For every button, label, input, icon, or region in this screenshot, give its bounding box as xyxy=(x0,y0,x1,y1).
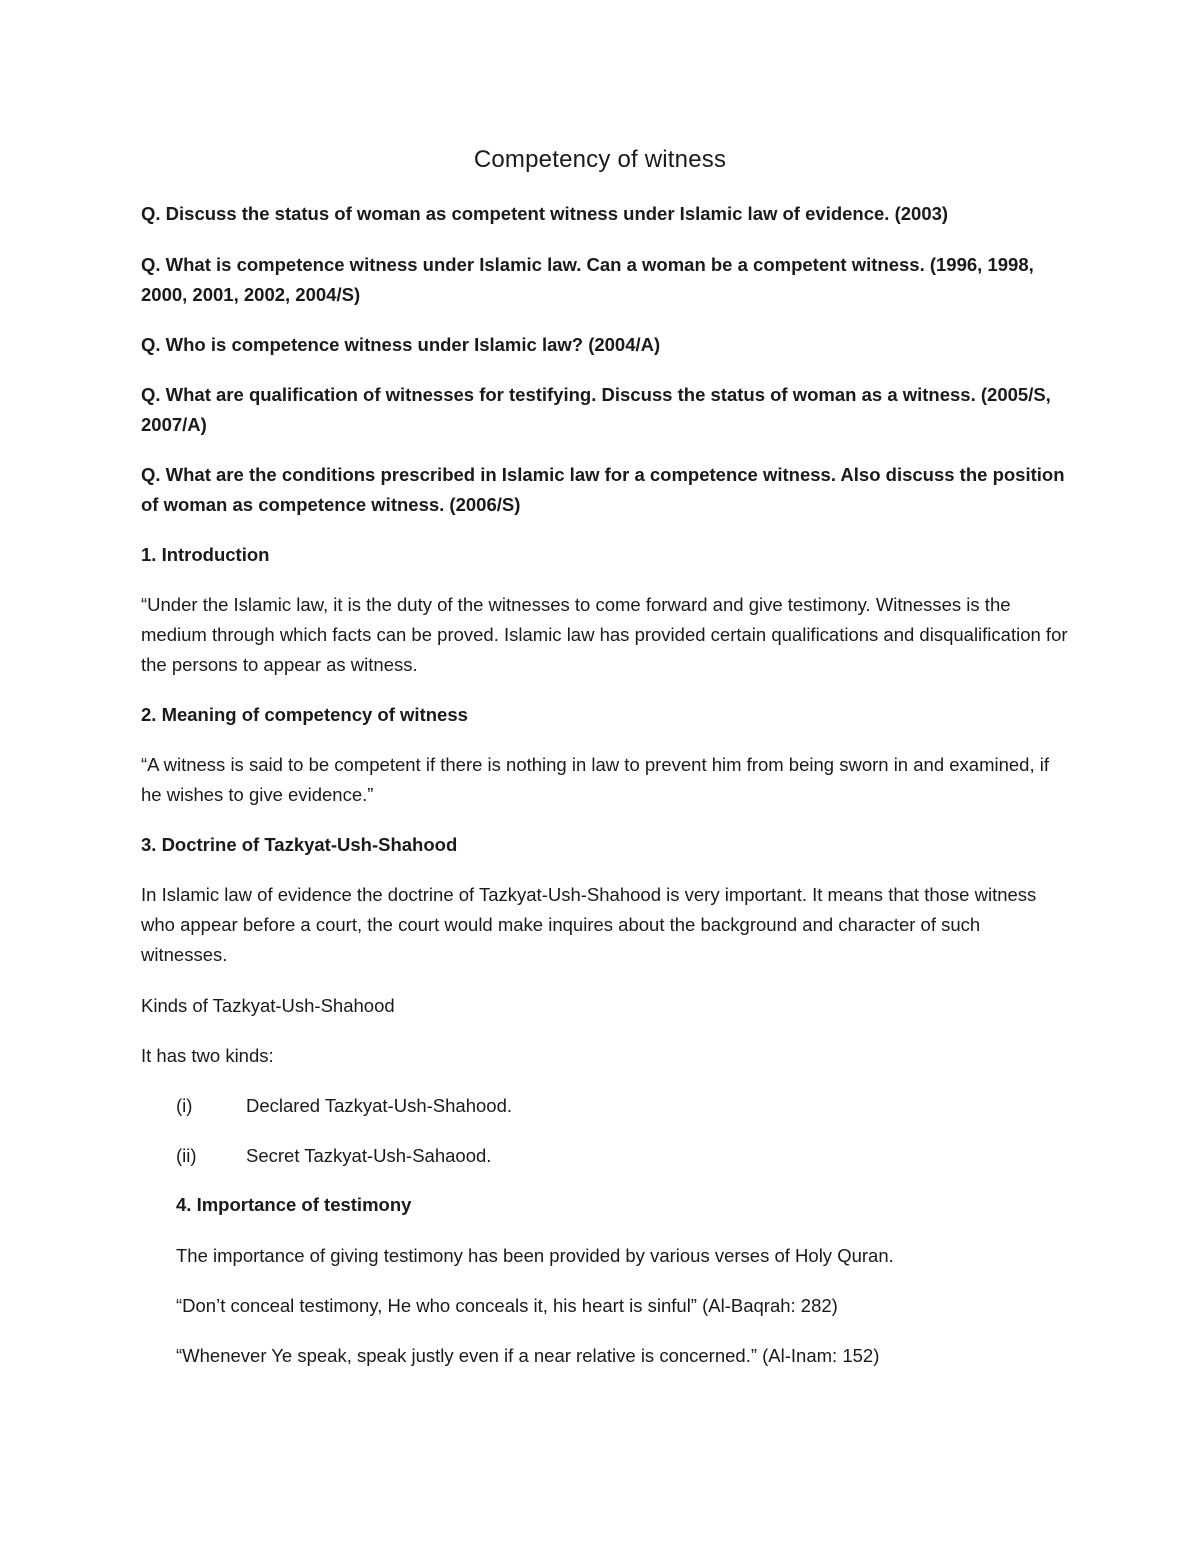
question-2: Q. What is competence witness under Islamic law. Can a woman be a competent witness. (1996, 1998, 2000, 2001, 2002, 2004/S) xyxy=(141,254,1034,305)
quran-quote-1: “Don’t conceal testimony, He who conceals it, his heart is sinful” (Al-Baqrah: 282) xyxy=(176,1295,838,1316)
quran-quote-2: “Whenever Ye speak, speak justly even if a near relative is concerned.” (Al-Inam: 152) xyxy=(176,1345,880,1366)
kind-text-1: Declared Tazkyat-Ush-Shahood. xyxy=(246,1095,512,1116)
section-body-meaning: “A witness is said to be competent if there is nothing in law to prevent him from being sworn in and examined, if he wishes to give evidence.” xyxy=(141,754,1049,805)
question-4: Q. What are qualification of witnesses for testifying. Discuss the status of woman as a witness. (2005/S, 2007/A) xyxy=(141,384,1051,435)
question-1: Q. Discuss the status of woman as competent witness under Islamic law of evidence. (2003) xyxy=(141,203,949,224)
section-body-introduction: “Under the Islamic law, it is the duty of the witnesses to come forward and give testimony. Witnesses is the medium through which facts can be proved. Islamic law has provided certain qualifications and disqualification for the persons to appear as witness. xyxy=(141,594,1068,675)
section-heading-introduction: 1. Introduction xyxy=(141,544,270,565)
kinds-heading: Kinds of Tazkyat-Ush-Shahood xyxy=(141,995,395,1016)
kind-marker-1: (i) xyxy=(176,1095,193,1116)
section-body-importance: The importance of giving testimony has been provided by various verses of Holy Quran. xyxy=(176,1245,894,1266)
question-5: Q. What are the conditions prescribed in Islamic law for a competence witness. Also discuss the position of woman as competence witness. (2006/S) xyxy=(141,464,1065,515)
question-3: Q. Who is competence witness under Islamic law? (2004/A) xyxy=(141,334,661,355)
kind-marker-2: (ii) xyxy=(176,1145,197,1166)
kinds-intro: It has two kinds: xyxy=(141,1045,274,1066)
section-heading-doctrine: 3. Doctrine of Tazkyat-Ush-Shahood xyxy=(141,834,458,855)
document-title: Competency of witness xyxy=(473,146,727,173)
section-heading-meaning: 2. Meaning of competency of witness xyxy=(141,704,468,725)
section-body-doctrine: In Islamic law of evidence the doctrine of Tazkyat-Ush-Shahood is very important. It means that those witness who appear before a court, the court would make inquires about the background and character of such witnesses. xyxy=(141,884,1037,965)
section-heading-importance: 4. Importance of testimony xyxy=(176,1194,412,1215)
kind-text-2: Secret Tazkyat-Ush-Sahaood. xyxy=(246,1145,492,1166)
